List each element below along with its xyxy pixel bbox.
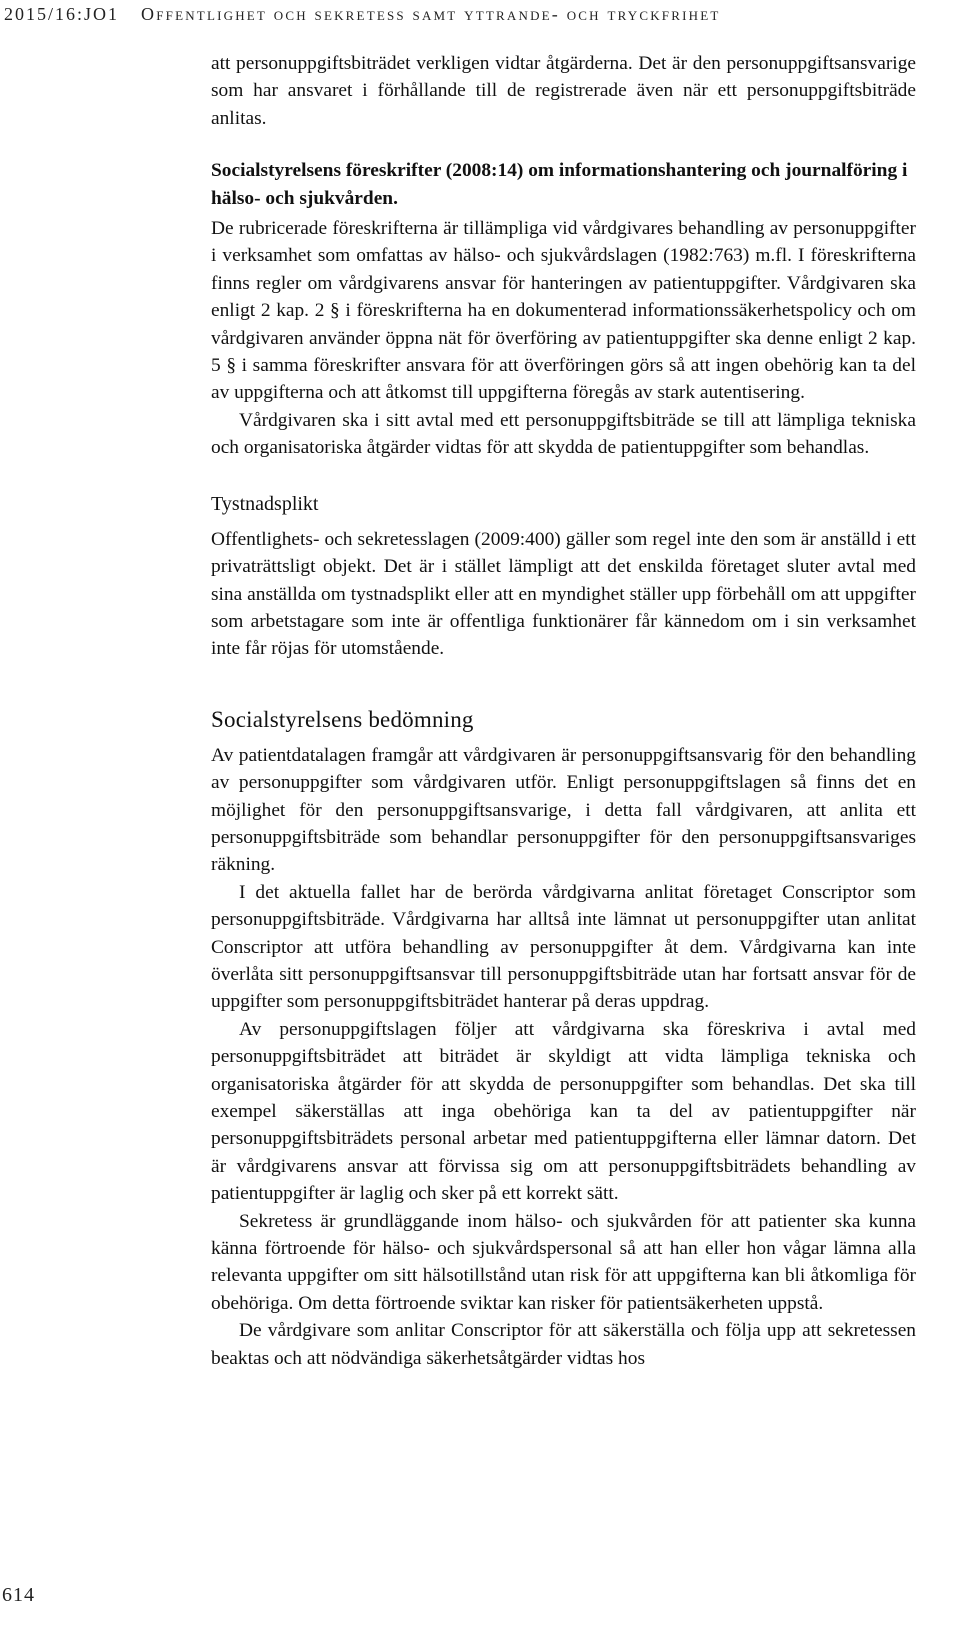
sos-foreskrifter-paragraph-2: Vårdgivaren ska i sitt avtal med ett personuppgiftsbiträde se till att lämpliga tekniska och organisatoriska åtgärder vidtas för att skydda de patientuppgifter som behandlas.	[211, 409, 916, 459]
intro-paragraph: att personuppgiftsbiträdet verkligen vidtar åtgärderna. Det är den personuppgiftsansvarige som har ansvaret i förhållande till de registrerade även när ett personuppgiftsbiträde anlitas.	[211, 53, 916, 129]
sos-foreskrifter-paragraph-1: De rubricerade föreskrifterna är tillämpliga vid vårdgivares behandling av personuppgifter i verksamhet som omfattas av hälso- och sjukvårdslagen (1982:763) m.fl. I föreskrifterna finns regler om vårdgivarens ansvar för hanteringen av patientuppgifter. Vårdgivaren ska enligt 2 kap. 2 § i föreskrifterna ha en dokumenterad informationssäkerhetspolicy och om vårdgivaren använder öppna nät för överföring av patientuppgifter ska denne enligt 2 kap. 5 § i samma föreskrifter ansvara för att överföringen görs så att ingen obehörig kan ta del av uppgifterna och att åtkomst till uppgifterna föregås av stark autentisering.	[211, 218, 916, 404]
bedomning-paragraph-2: I det aktuella fallet har de berörda vårdgivarna anlitat företaget Conscriptor som personuppgiftsbiträde. Vårdgivarna har alltså inte lämnat ut personuppgifter utan anlitat Conscriptor att utföra behandling av personuppgifter åt dem. Vårdgivarna kan inte överlåta sitt personuppgiftsansvar till personuppgiftsbiträde utan har fortsatt ansvar för de uppgifter som personuppgiftsbiträdet hanterar på deras uppdrag.	[211, 881, 916, 1013]
sos-foreskrifter-heading: Socialstyrelsens föreskrifter (2008:14) om informationshantering och journalföring i hälso- och sjukvården.	[211, 160, 908, 209]
running-section-title: Offentlighet och sekretess samt yttrande- och tryckfrihet	[141, 4, 721, 24]
tystnadsplikt-heading: Tystnadsplikt	[211, 492, 319, 515]
bedomning-paragraph-5: De vårdgivare som anlitar Conscriptor för att säkerställa och följa upp att sekretessen beaktas och att nödvändiga säkerhetsåtgärder vidtas hos	[211, 1320, 916, 1369]
bedomning-paragraph-4: Sekretess är grundläggande inom hälso- och sjukvården för att patienter ska kunna känna förtroende för hälso- och sjukvårdspersonal så att han eller hon vågar lämna alla relevanta uppgifter om sitt hälsotillstånd utan risk för att uppgifterna kan bli åtkomliga för obehöriga. Om detta förtroende sviktar kan risker för patientsäkerheten uppstå.	[211, 1210, 916, 1314]
running-header	[4, 4, 956, 36]
bedomning-paragraph-1: Av patientdatalagen framgår att vårdgivaren är personuppgiftsansvarig för den behandling av personuppgifter som vårdgivaren utför. Enligt personuppgiftslagen så finns det en möjlighet för den personuppgiftsansvarige, i detta fall vårdgivaren, att anlita ett personuppgiftsbiträde som behandlar personuppgifter för den personuppgiftsansvariges räkning.	[211, 744, 916, 876]
page-content	[211, 50, 916, 1372]
tystnadsplikt-paragraph: Offentlighets- och sekretesslagen (2009:400) gäller som regel inte den som är anställd i ett privaträttsligt objekt. Det är i stället lämpligt att det enskilda företaget sluter avtal med sina anställda om tystnadsplikt eller att en myndighet ställer upp förbehåll om att uppgifter som arbetstagare som inte är offentliga funktionärer får kännedom om i sin verksamhet inte får röjas för utomstående.	[211, 528, 916, 660]
page-number: 614	[2, 1584, 35, 1606]
bedomning-heading: Socialstyrelsens bedömning	[211, 706, 474, 732]
bedomning-paragraph-3: Av personuppgiftslagen följer att vårdgivarna ska föreskriva i avtal med personuppgiftsbiträdet att biträdet är skyldigt att vidta lämpliga tekniska och organisatoriska åtgärder för att skydda de personuppgifter som behandlas. Det ska till exempel säkerställas att inga obehöriga kan ta del av patientuppgifter när personuppgiftsbiträdets personal arbetar med patientuppgifterna eller lämnar datorn. Det är vårdgivarens ansvar att förvissa sig om att personuppgiftsbiträdets behandling av patientuppgifter är laglig och sker på ett korrekt sätt.	[211, 1018, 916, 1205]
document-id: 2015/16:JO1	[4, 4, 120, 24]
